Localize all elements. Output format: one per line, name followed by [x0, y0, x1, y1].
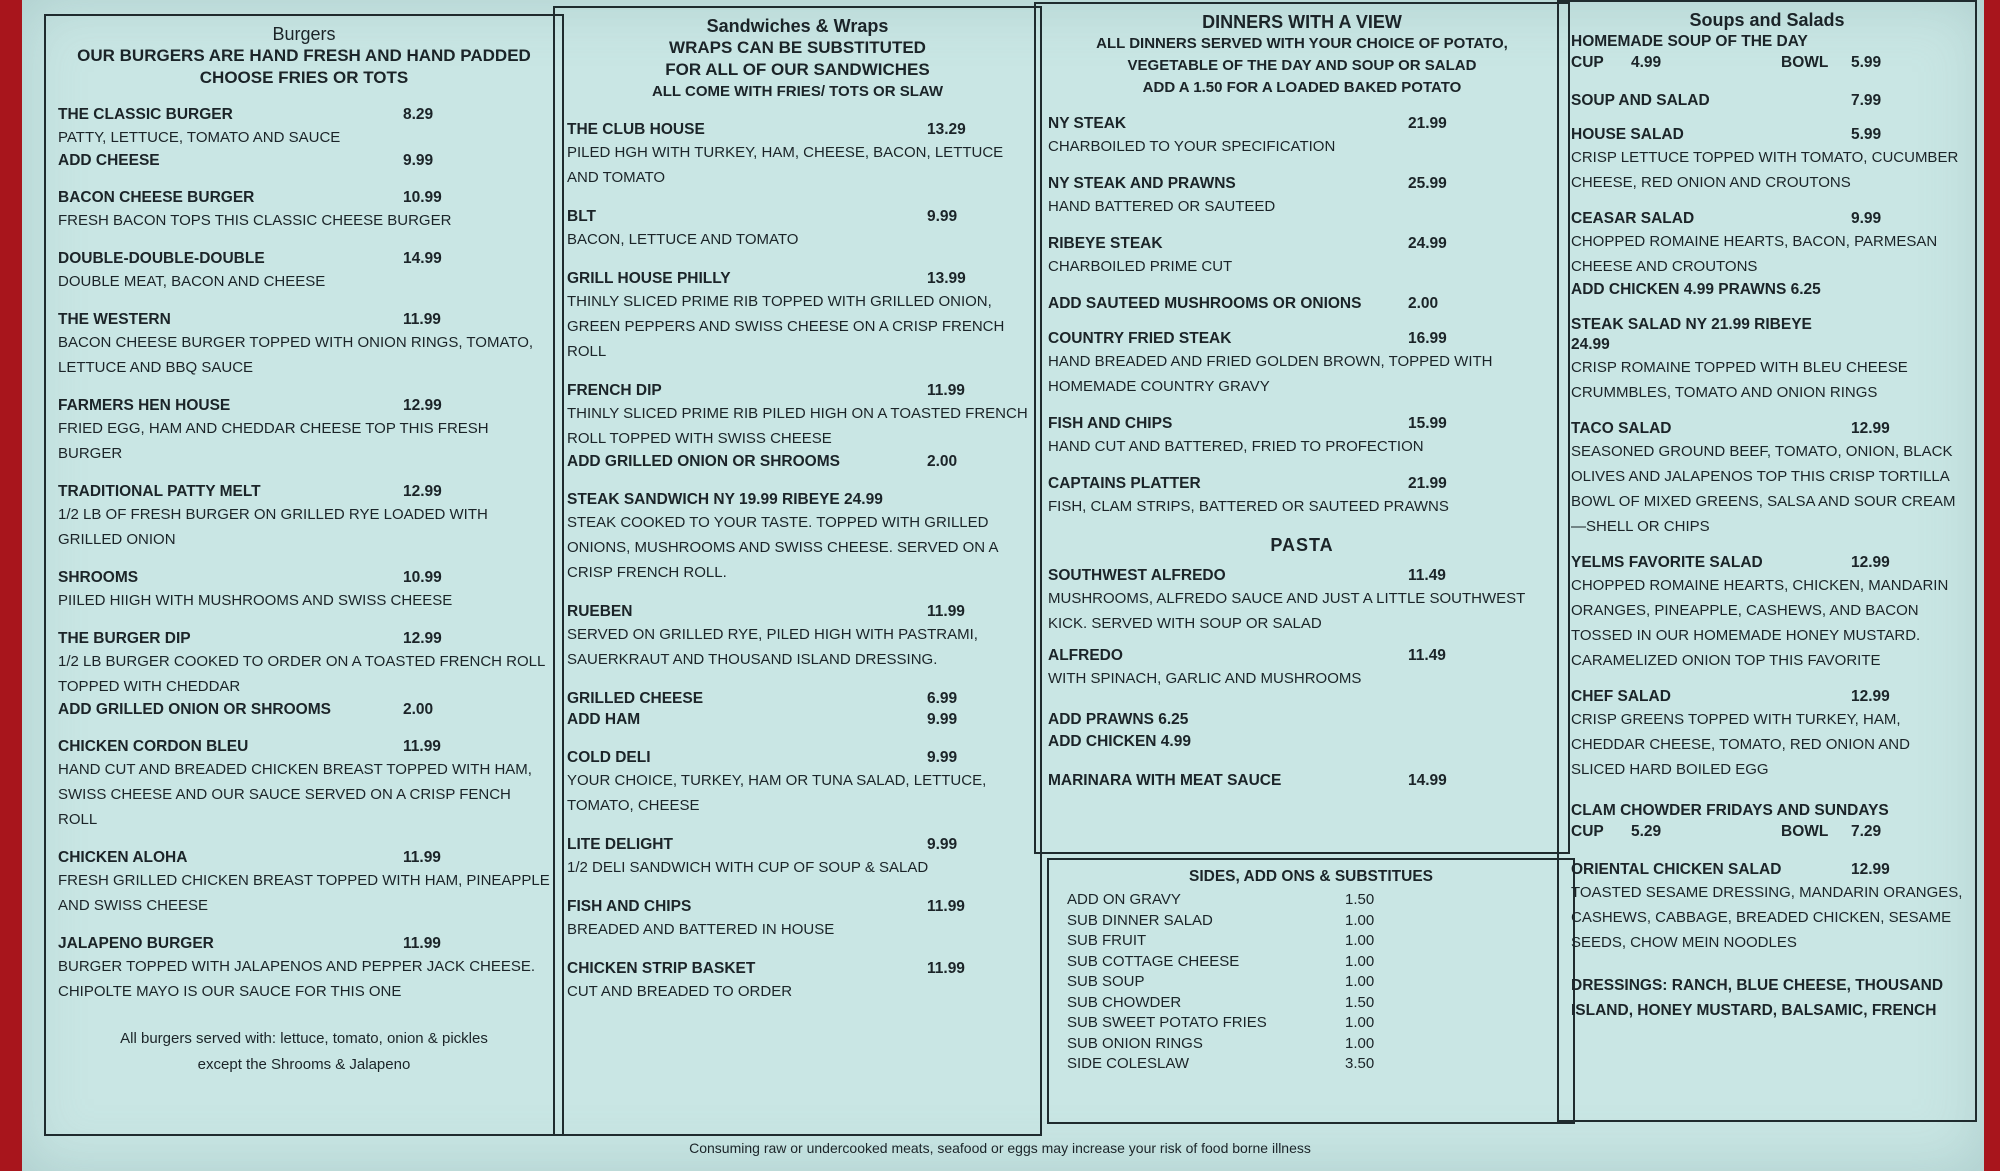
- sandwich-list: [567, 120, 1028, 1004]
- menu-item: [567, 269, 1028, 364]
- item-name: BLT: [567, 208, 596, 225]
- item-desc: CHOPPED ROMAINE HEARTS, BACON, PARMESAN CHEESE AND CROUTONS: [1571, 233, 1938, 275]
- menu-item: [1048, 329, 1556, 399]
- item-header: [567, 120, 1028, 140]
- side-name: SUB SOUP: [1067, 973, 1145, 990]
- item-name: NY STEAK AND PRAWNS: [1048, 175, 1236, 192]
- dinners-header: [1048, 12, 1556, 99]
- item-name: RUEBEN: [567, 603, 633, 620]
- item-header: [1571, 553, 1963, 573]
- item-price: 12.99: [403, 483, 442, 500]
- side-name: SUB DINNER SALAD: [1067, 911, 1213, 929]
- item-price: 10.99: [403, 569, 442, 586]
- item-header: [1571, 687, 1963, 707]
- item-desc: FRESH GRILLED CHICKEN BREAST TOPPED WITH HAM, PINEAPPLE AND SWISS CHEESE: [58, 872, 550, 914]
- oriental-item: [1571, 860, 1963, 955]
- item-price: 10.99: [403, 189, 442, 206]
- item-name: CHICKEN CORDON BLEU: [58, 738, 249, 755]
- menu-item: [1048, 234, 1556, 279]
- dressings: DRESSINGS: RANCH, BLUE CHEESE, THOUSAND ISLAND, HONEY MUSTARD, BALSAMIC, FRENCH: [1571, 977, 1944, 1019]
- item-desc: STEAK COOKED TO YOUR TASTE. TOPPED WITH GRILLED ONIONS, MUSHROOMS AND SWISS CHEESE. SERVED ON A CRISP FRENCH ROLL.: [567, 514, 998, 581]
- item-price: 11.99: [927, 603, 965, 620]
- item-header: [1048, 566, 1556, 586]
- item-name: STEAK SANDWICH NY 19.99 RIBEYE 24.99: [567, 491, 883, 508]
- section-title: Burgers: [272, 24, 336, 44]
- item-desc: CRISP ROMAINE TOPPED WITH BLEU CHEESE CRUMMBLES, TOMATO AND ONION RINGS: [1571, 359, 1908, 401]
- item-desc: PATTY, LETTUCE, TOMATO AND SAUCE: [58, 129, 341, 146]
- item-desc: MUSHROOMS, ALFREDO SAUCE AND JUST A LITTLE SOUTHWEST KICK. SERVED WITH SOUP OR SALAD: [1048, 590, 1526, 632]
- chowder-name: CLAM CHOWDER FRIDAYS AND SUNDAYS: [1571, 802, 1889, 819]
- side-name: SUB SWEET POTATO FRIES: [1067, 1014, 1267, 1031]
- menu-item: [58, 737, 550, 832]
- item-name: TACO SALAD: [1571, 420, 1672, 437]
- burger-list: [58, 105, 550, 1004]
- item-desc: BACON, LETTUCE AND TOMATO: [567, 231, 799, 248]
- item-header: [1571, 419, 1963, 439]
- item-name: CHICKEN STRIP BASKET: [567, 960, 756, 977]
- item-desc: DOUBLE MEAT, BACON AND CHEESE: [58, 273, 326, 290]
- menu-item: [567, 381, 1028, 473]
- item-name: FRENCH DIP: [567, 382, 662, 399]
- side-item: [1061, 911, 1561, 932]
- item-desc: HAND CUT AND BREADED CHICKEN BREAST TOPPED WITH HAM, SWISS CHEESE AND OUR SAUCE SERVED ON A CRISP FENCH ROLL: [58, 761, 532, 828]
- item-header: [1048, 234, 1556, 254]
- item-desc: YOUR CHOICE, TURKEY, HAM OR TUNA SALAD, LETTUCE, TOMATO, CHEESE: [567, 772, 987, 814]
- side-item: [1061, 1054, 1561, 1075]
- menu-item: [58, 629, 550, 721]
- item-price: 12.99: [1851, 688, 1890, 705]
- item-price: 2.00: [1408, 295, 1439, 312]
- item-price: 21.99: [1408, 115, 1447, 132]
- addon-name: ADD GRILLED ONION OR SHROOMS: [58, 701, 331, 718]
- item-header: [567, 835, 1028, 855]
- side-name: SUB FRUIT: [1067, 932, 1147, 949]
- item-desc: FRESH BACON TOPS THIS CLASSIC CHEESE BURGER: [58, 212, 452, 229]
- cup-price: 5.29: [1631, 823, 1662, 840]
- side-item: [1061, 1013, 1561, 1034]
- item-header: [567, 490, 1028, 510]
- add-prawns: ADD PRAWNS 6.25: [1048, 711, 1189, 728]
- item-header: [1048, 294, 1556, 314]
- side-price: 1.00: [1345, 973, 1375, 990]
- item-header: [1048, 414, 1556, 434]
- item-header: [58, 249, 550, 269]
- menu-item: [567, 602, 1028, 672]
- item-price: 9.99: [927, 208, 958, 225]
- item-name: THE BURGER DIP: [58, 630, 191, 647]
- item-desc: 1/2 DELI SANDWICH WITH CUP OF SOUP & SALAD: [567, 859, 929, 876]
- addon-name: ADD HAM: [567, 711, 641, 728]
- item-header: [567, 689, 1028, 709]
- menu-item: [567, 207, 1028, 252]
- addon-name: ADD GRILLED ONION OR SHROOMS: [567, 453, 840, 470]
- item-price: 8.29: [403, 106, 434, 123]
- item-header: [567, 897, 1028, 917]
- menu-item: [1571, 315, 1963, 405]
- menu-item: [567, 120, 1028, 190]
- item-price: 11.99: [927, 382, 965, 399]
- menu-item: [58, 482, 550, 552]
- marinara-item: [1048, 771, 1556, 791]
- menu-item: [1048, 566, 1556, 636]
- item-price: 11.99: [403, 738, 441, 755]
- item-desc: SERVED ON GRILLED RYE, PILED HIGH WITH PASTRAMI, SAUERKRAUT AND THOUSAND ISLAND DRESSING.: [567, 626, 978, 668]
- bowl-price: 5.99: [1851, 54, 1882, 71]
- side-price: 1.00: [1345, 1034, 1375, 1052]
- item-desc: HAND CUT AND BATTERED, FRIED TO PROFECTION: [1048, 438, 1424, 455]
- item-addon: [1571, 279, 1963, 301]
- menu-item: [58, 310, 550, 380]
- section-subtitle: FOR ALL OF OUR SANDWICHES: [665, 60, 930, 79]
- side-item: [1061, 931, 1561, 952]
- item-name: THE WESTERN: [58, 311, 171, 328]
- item-price: 11.49: [1408, 647, 1446, 664]
- cup-label: CUP: [1571, 823, 1604, 840]
- item-addon: [567, 451, 1028, 473]
- menu-item: [1048, 294, 1556, 314]
- item-header: [1048, 114, 1556, 134]
- burgers-header: [58, 24, 550, 89]
- item-desc: 1/2 LB BURGER COOKED TO ORDER ON A TOASTED FRENCH ROLL TOPPED WITH CHEDDAR: [58, 653, 545, 695]
- menu-item: [567, 748, 1028, 818]
- menu-item: [58, 188, 550, 233]
- item-price: 11.99: [927, 960, 965, 977]
- sides-section: [1047, 858, 1575, 1124]
- item-header: [567, 207, 1028, 227]
- item-header: [1048, 329, 1556, 349]
- item-price: 16.99: [1408, 330, 1447, 347]
- item-header: [567, 748, 1028, 768]
- item-name: SHROOMS: [58, 569, 139, 586]
- side-name: ADD ON GRAVY: [1067, 891, 1181, 908]
- item-header: [58, 737, 550, 757]
- item-name: YELMS FAVORITE SALAD: [1571, 554, 1763, 571]
- item-price: 9.99: [927, 749, 958, 766]
- item-header: [1048, 474, 1556, 494]
- item-header: [58, 568, 550, 588]
- menu-item: [567, 490, 1028, 585]
- item-header: [58, 482, 550, 502]
- item-name: CAPTAINS PLATTER: [1048, 475, 1201, 492]
- side-price: 1.00: [1345, 1014, 1375, 1031]
- soups-section: [1557, 0, 1977, 1122]
- side-price: 1.00: [1345, 952, 1375, 970]
- item-header: [58, 310, 550, 330]
- side-price: 1.50: [1345, 891, 1375, 908]
- item-desc: HAND BREADED AND FRIED GOLDEN BROWN, TOPPED WITH HOMEMADE COUNTRY GRAVY: [1048, 353, 1493, 395]
- item-name: STEAK SALAD NY 21.99 RIBEYE 24.99: [1571, 316, 1812, 353]
- pasta-title: PASTA: [1270, 535, 1334, 555]
- section-subtitle: WRAPS CAN BE SUBSTITUTED: [669, 38, 926, 57]
- item-header: [567, 381, 1028, 401]
- item-name: ALFREDO: [1048, 647, 1123, 664]
- menu-item: [58, 934, 550, 1004]
- item-header: [58, 188, 550, 208]
- menu-item: [1571, 419, 1963, 539]
- side-item: [1061, 952, 1561, 973]
- item-name: GRILL HOUSE PHILLY: [567, 270, 731, 287]
- menu-item: [58, 568, 550, 613]
- item-name: SOUP AND SALAD: [1571, 92, 1710, 109]
- side-name: SUB COTTAGE CHEESE: [1067, 952, 1240, 970]
- item-desc: CRISP GREENS TOPPED WITH TURKEY, HAM, CHEDDAR CHEESE, TOMATO, RED ONION AND SLICED HARD BOILED EGG: [1571, 711, 1910, 778]
- sandwiches-section: [553, 6, 1042, 1136]
- item-desc: BURGER TOPPED WITH JALAPENOS AND PEPPER JACK CHEESE. CHIPOLTE MAYO IS OUR SAUCE FOR THIS ONE: [58, 958, 536, 1000]
- item-name: TRADITIONAL PATTY MELT: [58, 483, 261, 500]
- addon-price: 2.00: [403, 701, 434, 718]
- disclaimer: Consuming raw or undercooked meats, seafood or eggs may increase your risk of food borne illness: [689, 1140, 1311, 1156]
- menu-item: [1048, 174, 1556, 219]
- menu-item: [1571, 125, 1963, 195]
- item-name: MARINARA WITH MEAT SAUCE: [1048, 772, 1282, 789]
- item-desc: BREADED AND BATTERED IN HOUSE: [567, 921, 835, 938]
- soup-salad-item: [1571, 91, 1963, 111]
- addon-name: ADD CHICKEN 4.99 PRAWNS 6.25: [1571, 281, 1821, 298]
- item-desc: THINLY SLICED PRIME RIB PILED HIGH ON A TOASTED FRENCH ROLL TOPPED WITH SWISS CHEESE: [567, 405, 1028, 447]
- item-header: [1048, 646, 1556, 666]
- item-desc: CHOPPED ROMAINE HEARTS, CHICKEN, MANDARIN ORANGES, PINEAPPLE, CASHEWS, AND BACON TOSSED IN OUR HOMEMADE HONEY MUSTARD. CARAMELIZED ONION TOP THIS FAVORITE: [1571, 577, 1949, 669]
- menu-item: [58, 105, 550, 172]
- pasta-addons: [1048, 709, 1556, 753]
- item-price: 13.29: [927, 121, 966, 138]
- item-name: JALAPENO BURGER: [58, 935, 214, 952]
- dinners-section: [1034, 2, 1570, 854]
- menu-item: [1571, 553, 1963, 673]
- item-desc: CUT AND BREADED TO ORDER: [567, 983, 793, 1000]
- item-desc: PILED HGH WITH TURKEY, HAM, CHEESE, BACON, LETTUCE AND TOMATO: [567, 144, 1004, 186]
- item-desc: TOASTED SESAME DRESSING, MANDARIN ORANGES, CASHEWS, CABBAGE, BREADED CHICKEN, SESAME SEEDS, CHOW MEIN NOODLES: [1571, 884, 1963, 951]
- item-header: [1571, 315, 1963, 355]
- cup-label: CUP: [1571, 54, 1604, 71]
- item-desc: FISH, CLAM STRIPS, BATTERED OR SAUTEED PRAWNS: [1048, 498, 1449, 515]
- item-price: 6.99: [927, 690, 958, 707]
- menu-item: [1571, 209, 1963, 301]
- note-line: All burgers served with: lettuce, tomato, onion & pickles: [120, 1030, 488, 1047]
- item-name: COLD DELI: [567, 749, 651, 766]
- menu-item: [1048, 414, 1556, 459]
- item-price: 15.99: [1408, 415, 1447, 432]
- item-price: 14.99: [1408, 772, 1447, 789]
- side-price: 1.50: [1345, 993, 1375, 1011]
- section-subtitle: ALL DINNERS SERVED WITH YOUR CHOICE OF POTATO,: [1096, 35, 1508, 52]
- item-desc: BACON CHEESE BURGER TOPPED WITH ONION RINGS, TOMATO, LETTUCE AND BBQ SAUCE: [58, 334, 534, 376]
- item-desc: PIILED HIIGH WITH MUSHROOMS AND SWISS CHEESE: [58, 592, 453, 609]
- item-header: [58, 629, 550, 649]
- item-name: SOUTHWEST ALFREDO: [1048, 567, 1226, 584]
- menu-item: [567, 897, 1028, 942]
- item-price: 11.99: [403, 935, 441, 952]
- addon-price: 9.99: [927, 711, 958, 728]
- item-price: 9.99: [927, 836, 958, 853]
- side-item: [1061, 1034, 1561, 1055]
- side-name: SUB CHOWDER: [1067, 993, 1182, 1011]
- side-name: SIDE COLESLAW: [1067, 1055, 1189, 1072]
- side-item: [1061, 890, 1561, 911]
- item-header: [1571, 125, 1963, 145]
- menu-item: [567, 689, 1028, 731]
- item-price: 11.99: [403, 849, 441, 866]
- item-price: 12.99: [1851, 861, 1890, 878]
- item-price: 13.99: [927, 270, 966, 287]
- section-subtitle: ADD A 1.50 FOR A LOADED BAKED POTATO: [1142, 79, 1462, 96]
- side-item: [1061, 993, 1561, 1014]
- burgers-note: [58, 1026, 550, 1078]
- item-header: [1048, 174, 1556, 194]
- item-price: 21.99: [1408, 475, 1447, 492]
- section-title: Sandwiches & Wraps: [706, 16, 889, 36]
- addon-price: 9.99: [403, 152, 434, 169]
- note-line: except the Shrooms & Jalapeno: [197, 1056, 411, 1073]
- add-chicken: ADD CHICKEN 4.99: [1048, 733, 1191, 750]
- item-name: CHICKEN ALOHA: [58, 849, 188, 866]
- item-price: 12.99: [1851, 554, 1890, 571]
- item-name: THE CLASSIC BURGER: [58, 106, 233, 123]
- item-header: [567, 269, 1028, 289]
- item-price: 12.99: [403, 397, 442, 414]
- salad-list: [1571, 125, 1963, 782]
- item-desc: THINLY SLICED PRIME RIB TOPPED WITH GRILLED ONION, GREEN PEPPERS AND SWISS CHEESE ON A CRISP FRENCH ROLL: [567, 293, 1005, 360]
- menu-item: [1048, 646, 1556, 691]
- item-price: 11.99: [927, 898, 965, 915]
- item-name: FISH AND CHIPS: [567, 898, 692, 915]
- menu-item: [58, 396, 550, 466]
- item-desc: 1/2 LB OF FRESH BURGER ON GRILLED RYE LOADED WITH GRILLED ONION: [58, 506, 488, 548]
- item-price: 9.99: [1851, 210, 1882, 227]
- menu-item: [567, 959, 1028, 1004]
- chowder-item: [1571, 800, 1963, 842]
- sides-list: [1061, 890, 1561, 1075]
- item-price: 7.99: [1851, 92, 1882, 109]
- pasta-list: [1048, 566, 1556, 691]
- item-price: 12.99: [1851, 420, 1890, 437]
- item-price: 25.99: [1408, 175, 1447, 192]
- item-price: 5.99: [1851, 126, 1882, 143]
- bowl-label: BOWL: [1781, 823, 1829, 840]
- section-title: SIDES, ADD ONS & SUBSTITUES: [1188, 868, 1433, 885]
- menu-item: [58, 848, 550, 918]
- item-desc: CRISP LETTUCE TOPPED WITH TOMATO, CUCUMBER CHEESE, RED ONION AND CROUTONS: [1571, 149, 1959, 191]
- item-desc: SEASONED GROUND BEEF, TOMATO, ONION, BLACK OLIVES AND JALAPENOS TOP THIS CRISP TORTILLA BOWL OF MIXED GREENS, SALSA AND SOUR CREAM—SHELL OR CHIPS: [1571, 443, 1956, 535]
- item-price: 11.49: [1408, 567, 1446, 584]
- chowder-sizes: [1571, 822, 1963, 842]
- menu-item: [58, 249, 550, 294]
- item-name: LITE DELIGHT: [567, 836, 673, 853]
- item-addon: [567, 709, 1028, 731]
- bowl-price: 7.29: [1851, 823, 1882, 840]
- soup-sizes: [1571, 53, 1963, 73]
- soups-header: [1571, 10, 1963, 31]
- menu-item: [567, 835, 1028, 880]
- side-price: 1.00: [1345, 911, 1375, 929]
- section-subtitle: VEGETABLE OF THE DAY AND SOUP OR SALAD: [1127, 57, 1477, 74]
- item-name: HOUSE SALAD: [1571, 126, 1684, 143]
- section-subtitle: OUR BURGERS ARE HAND FRESH AND HAND PADDED: [77, 46, 531, 65]
- item-desc: WITH SPINACH, GARLIC AND MUSHROOMS: [1048, 670, 1362, 687]
- item-name: FISH AND CHIPS: [1048, 415, 1173, 432]
- cup-price: 4.99: [1631, 54, 1662, 71]
- item-price: 24.99: [1408, 235, 1447, 252]
- section-subtitle: ALL COME WITH FRIES/ TOTS OR SLAW: [651, 83, 944, 100]
- side-price: 3.50: [1345, 1055, 1375, 1072]
- item-name: GRILLED CHEESE: [567, 690, 704, 707]
- item-addon: [58, 150, 550, 172]
- dinner-list: [1048, 114, 1556, 519]
- item-header: [58, 848, 550, 868]
- section-title: Soups and Salads: [1689, 10, 1845, 30]
- menu-item: [1048, 474, 1556, 519]
- addon-name: ADD CHEESE: [58, 152, 160, 169]
- menu-item: [1048, 114, 1556, 159]
- item-name: CHEF SALAD: [1571, 688, 1671, 705]
- item-header: [1571, 209, 1963, 229]
- item-desc: HAND BATTERED OR SAUTEED: [1048, 198, 1276, 215]
- item-name: NY STEAK: [1048, 115, 1127, 132]
- sandwiches-header: [567, 16, 1028, 103]
- side-name: SUB ONION RINGS: [1067, 1034, 1203, 1052]
- burgers-section: [44, 14, 564, 1136]
- item-name: FARMERS HEN HOUSE: [58, 397, 231, 414]
- item-desc: FRIED EGG, HAM AND CHEDDAR CHEESE TOP THIS FRESH BURGER: [58, 420, 489, 462]
- item-header: [567, 959, 1028, 979]
- soup-of-day: HOMEMADE SOUP OF THE DAY: [1571, 33, 1808, 50]
- item-name: ADD SAUTEED MUSHROOMS OR ONIONS: [1048, 295, 1362, 312]
- item-header: [58, 396, 550, 416]
- item-name: RIBEYE STEAK: [1048, 235, 1163, 252]
- section-title: DINNERS WITH A VIEW: [1202, 12, 1402, 32]
- item-price: 11.99: [403, 311, 441, 328]
- item-name: CEASAR SALAD: [1571, 210, 1695, 227]
- item-header: [58, 934, 550, 954]
- item-desc: CHARBOILED TO YOUR SPECIFICATION: [1048, 138, 1336, 155]
- bowl-label: BOWL: [1781, 54, 1829, 71]
- addon-price: 2.00: [927, 453, 958, 470]
- item-price: 14.99: [403, 250, 442, 267]
- item-name: BACON CHEESE BURGER: [58, 189, 255, 206]
- item-desc: CHARBOILED PRIME CUT: [1048, 258, 1233, 275]
- item-name: THE CLUB HOUSE: [567, 121, 705, 138]
- section-subtitle: CHOOSE FRIES OR TOTS: [199, 68, 409, 87]
- item-addon: [58, 699, 550, 721]
- item-name: DOUBLE-DOUBLE-DOUBLE: [58, 250, 265, 267]
- side-item: [1061, 972, 1561, 993]
- item-name: COUNTRY FRIED STEAK: [1048, 330, 1232, 347]
- item-header: [58, 105, 550, 125]
- item-header: [567, 602, 1028, 622]
- item-name: ORIENTAL CHICKEN SALAD: [1571, 861, 1782, 878]
- side-price: 1.00: [1345, 932, 1375, 949]
- item-price: 12.99: [403, 630, 442, 647]
- menu-item: [1571, 687, 1963, 782]
